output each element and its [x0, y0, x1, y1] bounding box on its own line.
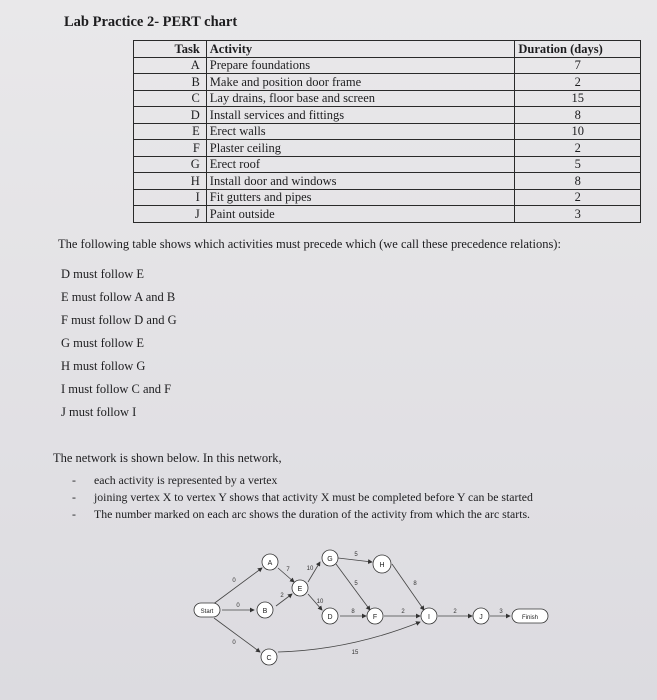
bullet-item: - The number marked on each arc shows the duration of the activity from which the arc starts. — [72, 506, 533, 523]
table-row — [134, 173, 641, 190]
bullet-item: - joining vertex X to vertex Y shows that activity X must be completed before Y can be started — [72, 489, 533, 506]
task-cell: C — [134, 90, 207, 107]
precedence-rule: F must follow D and G — [61, 313, 177, 327]
table-row — [134, 57, 641, 74]
table-row — [134, 123, 641, 140]
duration-cell: 8 — [515, 107, 641, 124]
table-row — [134, 140, 641, 157]
duration-cell: 8 — [515, 173, 641, 190]
node-label: J — [479, 614, 483, 621]
network-bullets — [72, 472, 533, 523]
node-label: Start — [200, 609, 214, 615]
duration-cell: 15 — [515, 90, 641, 107]
node-label: C — [266, 655, 272, 662]
pert-network-diagram — [170, 540, 590, 670]
duration-cell: 2 — [515, 140, 641, 157]
activity-cell: Erect roof — [206, 156, 515, 173]
node-label: E — [297, 586, 303, 593]
duration-cell: 5 — [515, 156, 641, 173]
precedence-intro: The following table shows which activities must precede which (we call these precedence relations): — [58, 237, 561, 251]
activity-cell: Erect walls — [206, 123, 515, 140]
precedence-rule: E must follow A and B — [61, 290, 176, 304]
arc-start-c — [214, 618, 260, 652]
precedence-rule: J must follow I — [61, 405, 137, 419]
arc-label: 10 — [316, 599, 324, 605]
activity-cell: Install door and windows — [206, 173, 515, 190]
duration-cell: 7 — [515, 57, 641, 74]
activity-cell: Make and position door frame — [206, 74, 515, 91]
precedence-rule: G must follow E — [61, 336, 144, 350]
header-duration: Duration (days) — [515, 41, 641, 58]
duration-cell: 3 — [515, 206, 641, 223]
table-row — [134, 206, 641, 223]
arc-label: 8 — [413, 581, 417, 587]
arc-g-h — [338, 558, 372, 562]
arc-b-e — [276, 594, 292, 606]
duration-cell: 10 — [515, 123, 641, 140]
arc-label: 3 — [499, 609, 503, 615]
activity-cell: Paint outside — [206, 206, 515, 223]
table-row — [134, 90, 641, 107]
arc-e-g — [308, 562, 320, 582]
arc-label: 2 — [280, 593, 284, 599]
arc-g-f — [336, 564, 370, 610]
arc-label: 10 — [306, 566, 314, 572]
task-cell: H — [134, 173, 207, 190]
arc-label: 7 — [286, 567, 290, 573]
node-label: Finish — [521, 615, 539, 621]
duration-cell: 2 — [515, 189, 641, 206]
network-nodes — [194, 550, 548, 665]
task-table — [133, 40, 641, 223]
node-label: G — [327, 556, 333, 563]
node-label: D — [327, 614, 333, 621]
precedence-rule: I must follow C and F — [61, 382, 172, 396]
activity-cell: Prepare foundations — [206, 57, 515, 74]
precedence-rule: D must follow E — [61, 267, 144, 281]
task-cell: I — [134, 189, 207, 206]
table-header-row — [134, 41, 641, 58]
node-label: B — [262, 608, 268, 615]
precedence-rule: H must follow G — [61, 359, 146, 373]
node-label: F — [372, 614, 378, 621]
arc-label: 0 — [232, 578, 236, 584]
bullet-item: - each activity is represented by a vertex — [72, 472, 533, 489]
arc-label: 5 — [354, 552, 358, 558]
task-cell: J — [134, 206, 207, 223]
arc-label: 0 — [232, 640, 236, 646]
task-cell: D — [134, 107, 207, 124]
header-activity: Activity — [206, 41, 515, 58]
duration-cell: 2 — [515, 74, 641, 91]
arc-h-i — [392, 564, 424, 610]
node-label: A — [267, 560, 273, 567]
arc-label: 2 — [401, 609, 405, 615]
table-row — [134, 156, 641, 173]
activity-cell: Fit gutters and pipes — [206, 189, 515, 206]
arc-label: 15 — [351, 650, 359, 656]
task-cell: B — [134, 74, 207, 91]
arc-label: 8 — [351, 609, 355, 615]
task-cell: A — [134, 57, 207, 74]
activity-cell: Plaster ceiling — [206, 140, 515, 157]
arc-label: 0 — [236, 603, 240, 609]
network-arcs — [212, 558, 510, 652]
table-row — [134, 74, 641, 91]
activity-cell: Install services and fittings — [206, 107, 515, 124]
activity-cell: Lay drains, floor base and screen — [206, 90, 515, 107]
arc-c-i — [278, 622, 420, 652]
task-cell: G — [134, 156, 207, 173]
page-title: Lab Practice 2- PERT chart — [64, 14, 238, 30]
arc-label: 5 — [354, 581, 358, 587]
table-row — [134, 107, 641, 124]
header-task: Task — [134, 41, 207, 58]
arc-label: 2 — [453, 609, 457, 615]
node-label: H — [379, 562, 385, 569]
network-intro: The network is shown below. In this network, — [53, 451, 282, 465]
task-cell: F — [134, 140, 207, 157]
node-label: I — [428, 614, 430, 621]
table-row — [134, 189, 641, 206]
task-cell: E — [134, 123, 207, 140]
arc-start-a — [212, 568, 262, 605]
